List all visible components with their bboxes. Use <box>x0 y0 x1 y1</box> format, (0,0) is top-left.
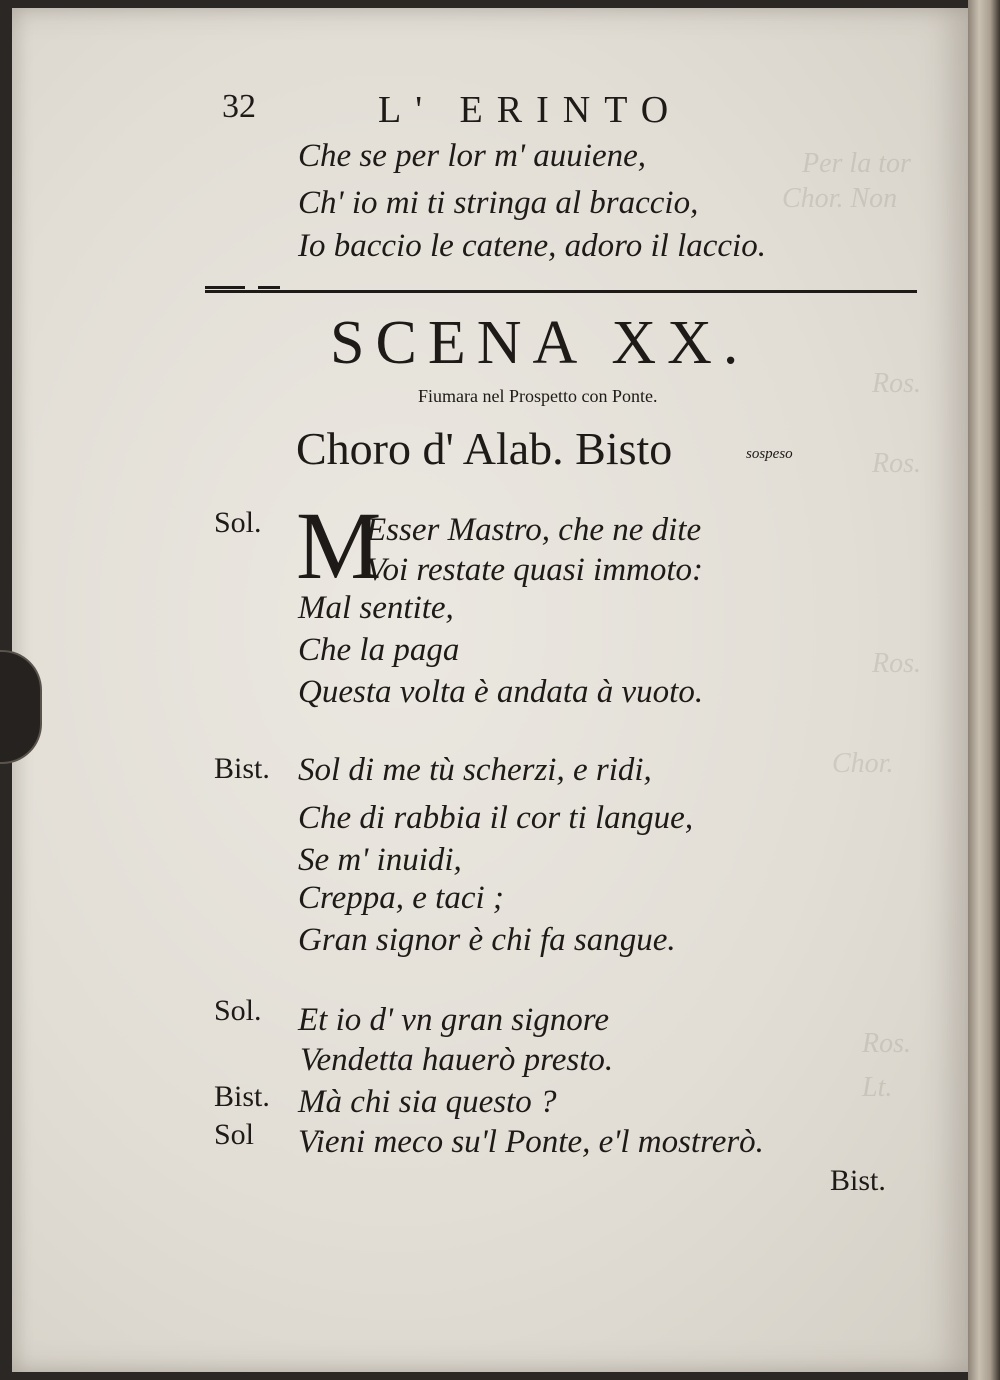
verse-line: Voi restate quasi immoto: <box>366 552 704 588</box>
divider-dash <box>258 286 280 289</box>
bleed-through-text: Ros. <box>872 648 921 679</box>
drop-cap: M <box>296 492 382 599</box>
page-number: 32 <box>222 88 256 125</box>
verse-line: Ch' io mi ti stringa al braccio, <box>298 185 699 221</box>
catchword: Bist. <box>830 1164 886 1197</box>
bleed-through-text: Chor. Non <box>782 183 898 214</box>
bleed-through-text: Ros. <box>862 1028 911 1059</box>
verse-line: Mal sentite, <box>298 590 454 626</box>
speaker-label: Sol <box>214 1118 255 1151</box>
verse-line: Gran signor è chi fa sangue. <box>298 922 676 958</box>
verse-line: Se m' inuidi, <box>298 842 462 878</box>
bleed-through-text: Ros. <box>872 448 921 479</box>
verse-line: Mà chi sia questo ? <box>298 1084 557 1120</box>
bleed-through-text: Per la tor <box>802 148 911 179</box>
verse-line: Questa volta è andata à vuoto. <box>298 674 704 710</box>
scene-heading: Choro d' Alab. Bisto <box>296 423 673 474</box>
verse-line: Che la paga <box>298 632 460 668</box>
scene-heading-note: sospeso <box>746 446 793 462</box>
speaker-label: Bist. <box>214 1080 270 1113</box>
bleed-through-text: Ros. <box>872 368 921 399</box>
verse-line: Creppa, e taci ; <box>298 880 504 916</box>
bleed-through-text: Chor. <box>832 748 894 779</box>
adjacent-page-edge <box>968 0 1000 1380</box>
bleed-through-text: Lt. <box>862 1072 893 1103</box>
section-divider <box>205 290 917 293</box>
speaker-label: Sol. <box>214 506 262 539</box>
verse-line: Che se per lor m' auuiene, <box>298 138 646 174</box>
verse-line: Che di rabbia il cor ti langue, <box>298 800 694 836</box>
verse-line: Esser Mastro, che ne dite <box>366 512 702 548</box>
speaker-label: Sol. <box>214 994 262 1027</box>
running-title: L' ERINTO <box>378 89 683 131</box>
verse-line: Vendetta hauerò presto. <box>300 1042 614 1078</box>
verse-line: Vieni meco su'l Ponte, e'l mostrerò. <box>298 1124 764 1160</box>
verse-line: Et io d' vn gran signore <box>298 1002 610 1038</box>
verse-line: Sol di me tù scherzi, e ridi, <box>298 752 652 788</box>
speaker-label: Bist. <box>214 752 270 785</box>
verse-line: Io baccio le catene, adoro il laccio. <box>298 228 766 264</box>
divider-dash <box>205 286 245 289</box>
scene-title: SCENA XX. <box>330 309 750 377</box>
scene-setting: Fiumara nel Prospetto con Ponte. <box>418 386 658 406</box>
